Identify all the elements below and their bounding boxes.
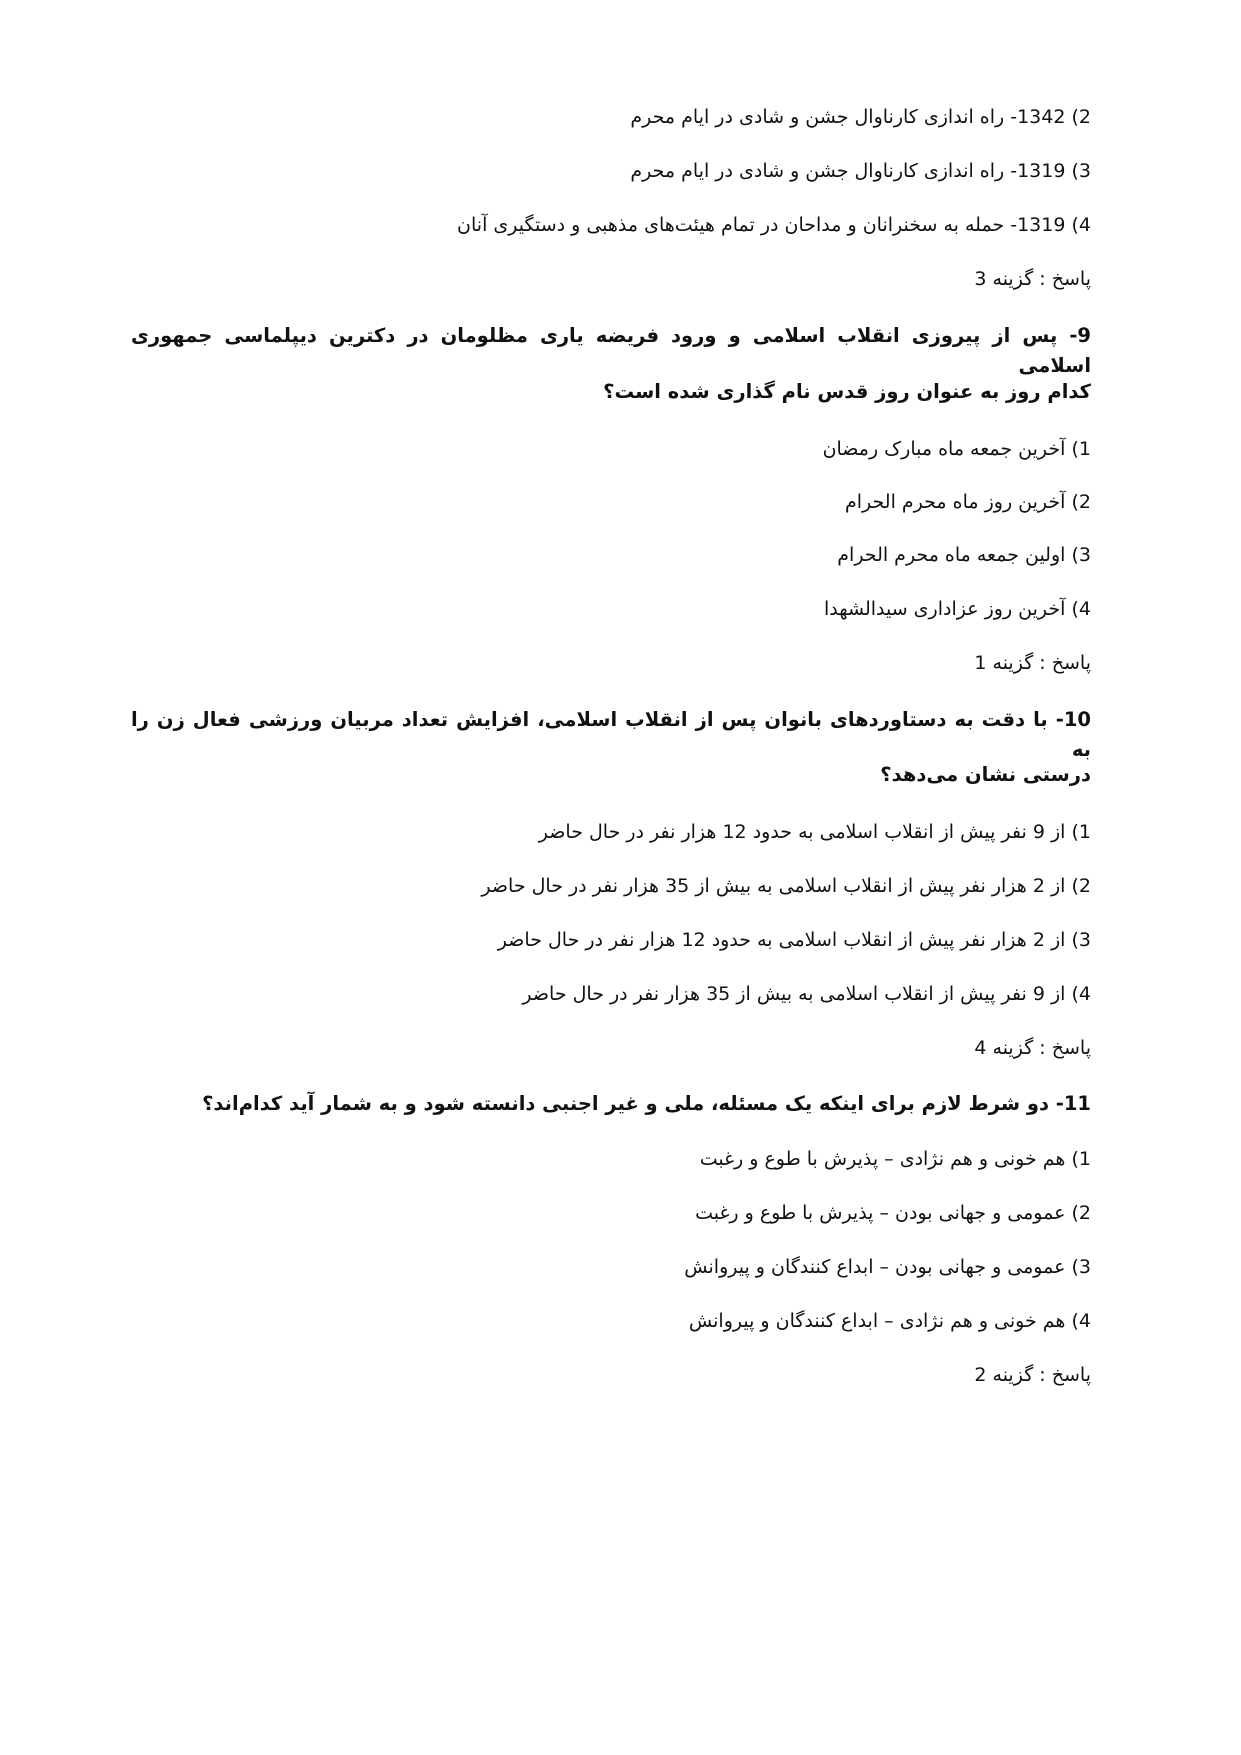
option-text: از 2 هزار نفر پیش از انقلاب اسلامی به حدود 12 هزار نفر در حال حاضر [497,929,1066,951]
option-number: 2) [1071,106,1091,128]
option-text: از 9 نفر پیش از انقلاب اسلامی به حدود 12 هزار نفر در حال حاضر [538,821,1066,843]
option-text: 1319- حمله به سخنرانان و مداحان در تمام هیئت‌های مذهبی و دستگیری آنان [457,214,1066,236]
q11-answer: پاسخ : گزینه 2 [974,1364,1091,1386]
option-text: از 9 نفر پیش از انقلاب اسلامی به بیش از 35 هزار نفر در حال حاضر [522,983,1066,1005]
option-number: 4) [1071,214,1091,236]
q11-option-2 [131,1198,1091,1228]
option-number: 1) [1071,438,1091,460]
q10-option-2 [131,871,1091,901]
q9-option-4 [131,594,1091,624]
q9-option-1 [131,434,1091,464]
q10-question-line-1: 10- با دقت به دستاوردهای بانوان پس از انقلاب اسلامی، افزایش تعداد مربیان ورزشی فعال زن را به [131,708,1091,761]
option-text: هم خونی و هم نژادی – ابداع کنندگان و پیروانش [688,1310,1066,1332]
q8-option-2 [131,102,1091,132]
q9-option-2 [131,487,1091,517]
option-number: 3) [1071,929,1091,951]
q9-question-line-1: 9- پس از پیروزی انقلاب اسلامی و ورود فریضه یاری مظلومان در دکترین دیپلماسی جمهوری اسلامی [131,324,1091,377]
q8-answer: پاسخ : گزینه 3 [974,268,1091,290]
option-number: 2) [1071,875,1091,897]
q11-option-3 [131,1252,1091,1282]
q8-option-4 [131,210,1091,240]
option-number: 1) [1071,821,1091,843]
q10-option-1 [131,817,1091,847]
option-number: 3) [1071,160,1091,182]
q10-option-3 [131,925,1091,955]
option-text: عمومی و جهانی بودن – ابداع کنندگان و پیروانش [684,1256,1066,1278]
option-number: 2) [1071,1202,1091,1224]
option-number: 2) [1071,491,1091,513]
option-text: اولین جمعه ماه محرم الحرام [837,544,1066,566]
q10-question-line-2: درستی نشان می‌دهد؟ [880,763,1091,786]
option-number: 3) [1071,544,1091,566]
option-text: 1342- راه اندازی کارناوال جشن و شادی در ایام محرم [630,106,1066,128]
option-number: 4) [1071,598,1091,620]
option-text: از 2 هزار نفر پیش از انقلاب اسلامی به بیش از 35 هزار نفر در حال حاضر [481,875,1066,897]
q11-option-1 [131,1144,1091,1174]
option-number: 4) [1071,983,1091,1005]
option-text: عمومی و جهانی بودن – پذیرش با طوع و رغبت [695,1202,1066,1224]
option-text: 1319- راه اندازی کارناوال جشن و شادی در ایام محرم [630,160,1066,182]
option-text: آخرین روز ماه محرم الحرام [845,491,1066,513]
option-text: آخرین روز عزاداری سیدالشهدا [823,598,1066,620]
q9-option-3 [131,540,1091,570]
option-number: 3) [1071,1256,1091,1278]
q11-question-line-1: 11- دو شرط لازم برای اینکه یک مسئله، ملی و غیر اجنبی دانسته شود و به شمار آید کدام‌اند؟ [202,1092,1091,1115]
q9-answer: پاسخ : گزینه 1 [974,652,1091,674]
q9-question-line-2: کدام روز به عنوان روز قدس نام گذاری شده است؟ [603,380,1091,403]
q8-option-3 [131,156,1091,186]
option-text: هم خونی و هم نژادی – پذیرش با طوع و رغبت [699,1148,1066,1170]
option-text: آخرین جمعه ماه مبارک رمضان [822,438,1066,460]
option-number: 4) [1071,1310,1091,1332]
option-number: 1) [1071,1148,1091,1170]
q10-option-4 [131,979,1091,1009]
q10-answer: پاسخ : گزینه 4 [974,1037,1091,1059]
q11-option-4 [131,1306,1091,1336]
